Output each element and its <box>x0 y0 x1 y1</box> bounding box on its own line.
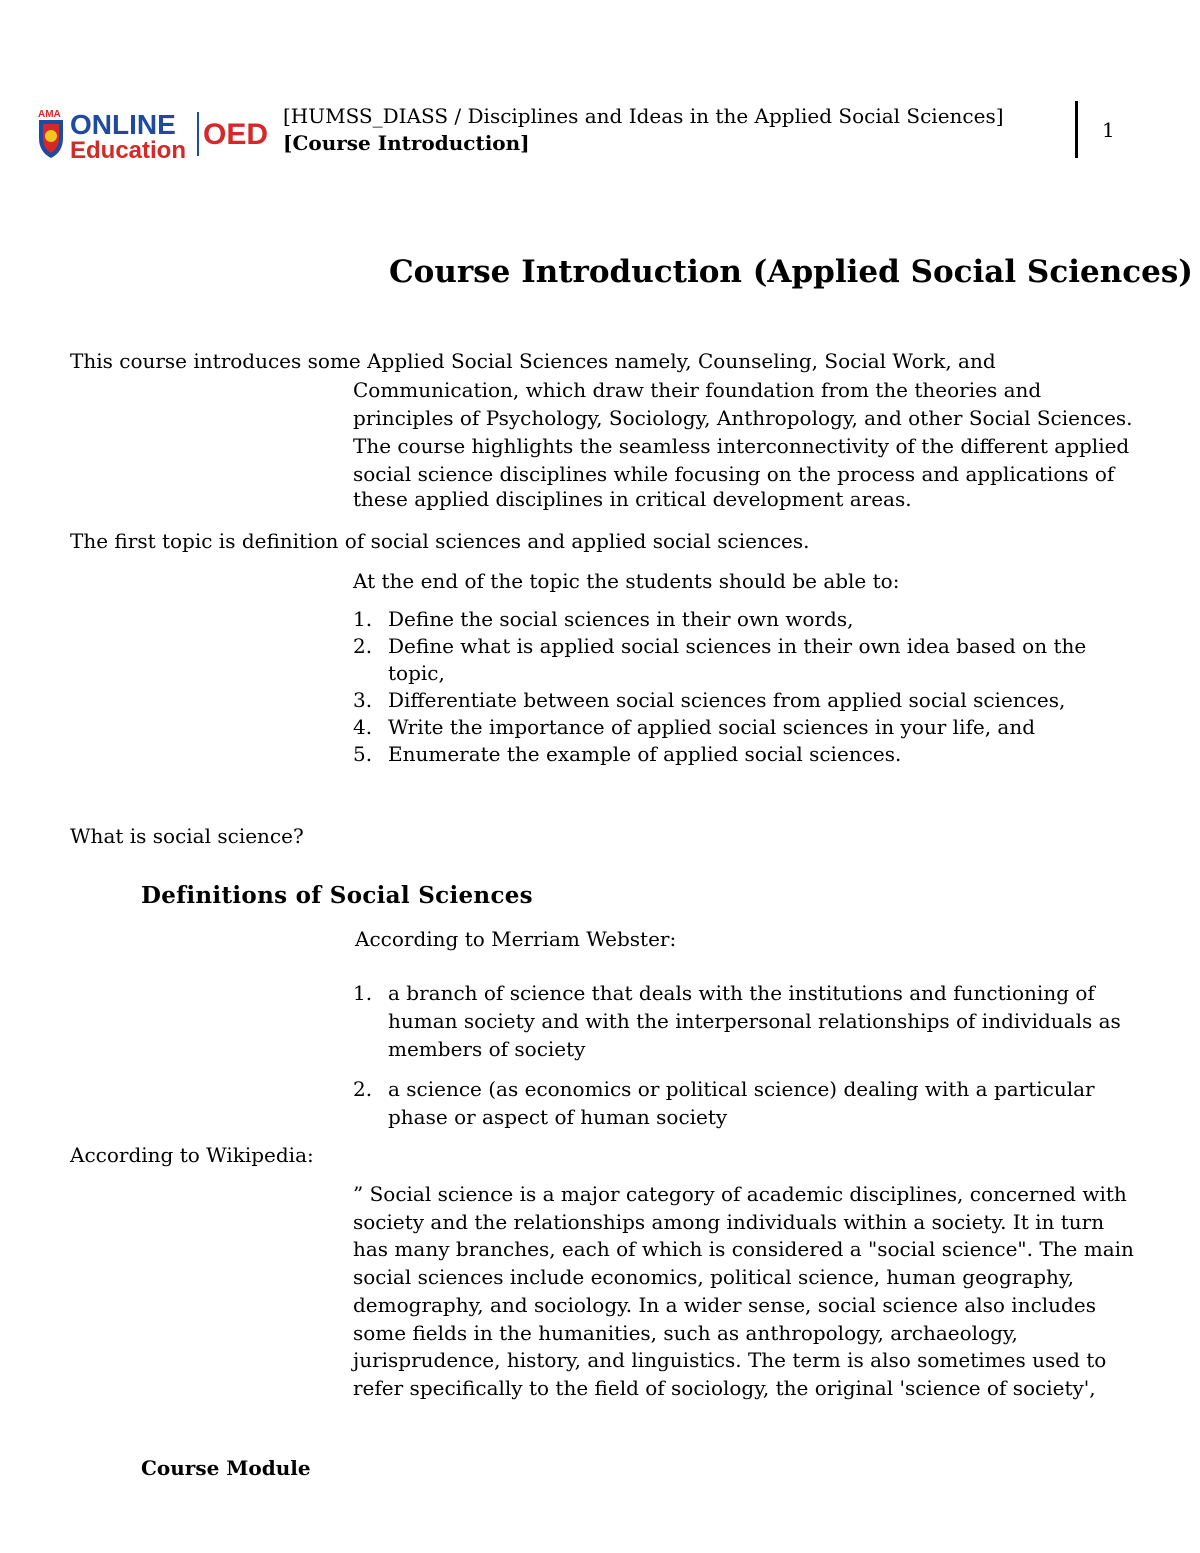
intro-line: Communication, which draw their foundation from the theories and <box>353 378 1042 402</box>
objectives-lead: At the end of the topic the students should be able to: <box>353 569 900 593</box>
list-item <box>353 714 1086 741</box>
list-text: human society and with the interpersonal relationships of individuals as <box>388 1009 1121 1033</box>
list-number: 3. <box>353 688 373 712</box>
intro-line: these applied disciplines in critical development areas. <box>353 487 912 511</box>
page-title: Course Introduction (Applied Social Sciences) <box>389 254 1193 290</box>
header-section-line: [Course Introduction] <box>283 131 530 155</box>
list-number: 2. <box>353 1077 373 1101</box>
list-text: Define what is applied social sciences in their own idea based on the <box>388 634 1087 658</box>
list-item <box>353 606 1086 633</box>
list-number: 5. <box>353 742 373 766</box>
list-text: a branch of science that deals with the institutions and functioning of <box>388 981 1095 1005</box>
intro-first-line: This course introduces some Applied Social Sciences namely, Counseling, Social Work, and <box>70 349 996 373</box>
quote-line: demography, and sociology. In a wider sense, social science also includes <box>353 1292 1096 1317</box>
shield-icon <box>39 120 63 158</box>
question-text: What is social science? <box>70 824 304 848</box>
list-number: 1. <box>353 981 373 1005</box>
intro-line: principles of Psychology, Sociology, Anthropology, and other Social Sciences. <box>353 406 1133 430</box>
objectives-list <box>353 606 1086 768</box>
footer-course-module: Course Module <box>141 1456 311 1480</box>
list-text: a science (as economics or political science) dealing with a particular <box>388 1077 1095 1101</box>
wikipedia-quote <box>353 1181 1134 1403</box>
quote-line: society and the relationships among individuals within a society. It in turn <box>353 1209 1105 1234</box>
intro-line: The course highlights the seamless interconnectivity of the different applied <box>353 434 1130 458</box>
logo-online-text: ONLINE <box>70 109 176 140</box>
wikipedia-lead: According to Wikipedia: <box>70 1143 314 1167</box>
intro-line: social science disciplines while focusing on the process and applications of <box>353 462 1115 486</box>
list-text: Enumerate the example of applied social sciences. <box>388 742 902 766</box>
first-topic-text: The first topic is definition of social sciences and applied social sciences. <box>70 529 810 553</box>
intro-continuation <box>353 376 1133 513</box>
online-education-logo <box>36 106 272 162</box>
quote-line: ” Social science is a major category of academic disciplines, concerned with <box>353 1182 1127 1206</box>
list-item <box>353 741 1086 768</box>
header-divider <box>1075 101 1078 158</box>
logo-education-text: Education <box>70 137 187 162</box>
logo-graphic <box>36 106 272 162</box>
list-number: 4. <box>353 715 373 739</box>
merriam-definitions-list <box>353 979 1121 1131</box>
quote-line: jurisprudence, history, and linguistics. The term is also sometimes used to <box>353 1348 1107 1373</box>
page-number: 1 <box>1102 118 1115 142</box>
header-text <box>283 103 1004 157</box>
list-item <box>353 979 1121 1063</box>
logo-small-text: AMA <box>38 109 61 120</box>
list-number: 1. <box>353 607 373 631</box>
merriam-lead: According to Merriam Webster: <box>355 927 677 951</box>
list-text: members of society <box>388 1037 586 1061</box>
quote-line: has many branches, each of which is considered a "social science". The main <box>353 1237 1134 1262</box>
list-item <box>353 633 1086 687</box>
quote-line: social sciences include economics, political science, human geography, <box>353 1265 1074 1290</box>
quote-line: refer specifically to the field of sociology, the original 'science of society', <box>353 1375 1096 1400</box>
list-text: Differentiate between social sciences from applied social sciences, <box>388 688 1066 712</box>
quote-line: some fields in the humanities, such as anthropology, archaeology, <box>353 1320 1018 1345</box>
logo-oed-text: OED <box>203 118 269 151</box>
list-text: Write the importance of applied social sciences in your life, and <box>388 715 1036 739</box>
list-text: Define the social sciences in their own words, <box>388 607 854 631</box>
list-text: topic, <box>388 661 445 685</box>
list-text: phase or aspect of human society <box>388 1105 728 1129</box>
list-item <box>353 1075 1121 1131</box>
list-number: 2. <box>353 634 373 658</box>
list-item <box>353 687 1086 714</box>
definitions-heading: Definitions of Social Sciences <box>141 882 533 909</box>
header-course-line: [HUMSS_DIASS / Disciplines and Ideas in the Applied Social Sciences] <box>283 104 1004 128</box>
